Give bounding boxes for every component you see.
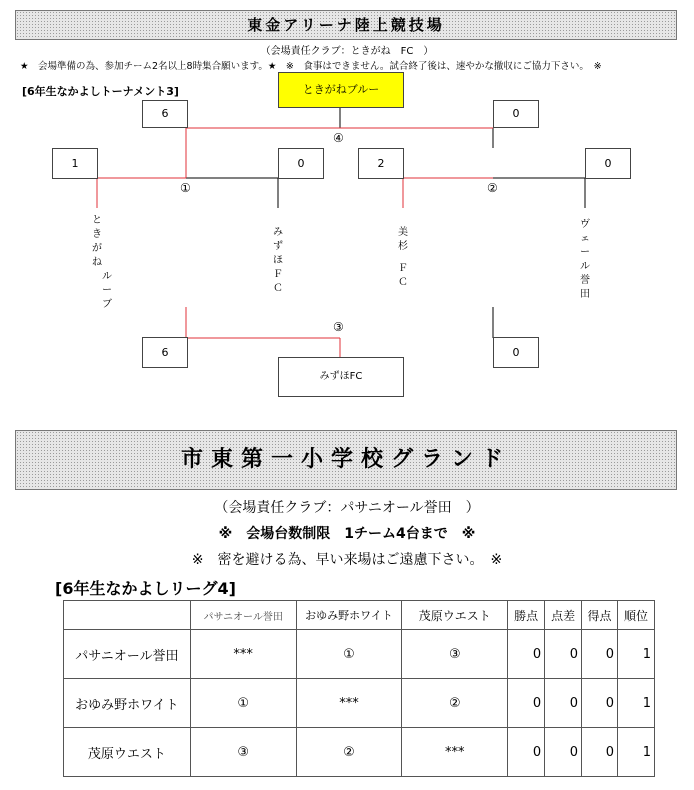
row-team: パサニオール誉田 [64,630,191,679]
stat-cell: 1 [618,679,655,728]
result-cell: ① [190,679,296,728]
result-cell: ② [296,728,402,777]
table-row [64,728,655,777]
stat-cell: 0 [582,630,618,679]
result-cell: ② [402,679,508,728]
final-left-score: 6 [142,100,188,128]
stat-cell: 0 [582,679,618,728]
league-title: [6年生なかよしリーグ4] [55,579,236,598]
responsible-club: （会場責任クラブ：ときがね FC ） [260,46,434,57]
league-notice-2: ※ 密を避ける為、早い来場はご遠慮下さい。 ※ [191,552,503,568]
table-row [64,679,655,728]
league-responsible-club: （会場責任クラブ：パサニオール誉田 ） [214,500,480,516]
stat-cell: 0 [582,728,618,777]
stat-header-diff: 点差 [545,601,582,630]
result-cell: *** [190,630,296,679]
corner-cell [64,601,191,630]
stat-header-rank: 順位 [618,601,655,630]
stat-cell: 1 [618,728,655,777]
stat-cell: 0 [508,630,545,679]
team-name-3a: 美杉 [398,227,408,252]
team-name-3b: ＦＣ [398,263,408,288]
match-label-2: ② [487,181,498,195]
match-label-1: ① [180,181,191,195]
stat-header-points: 勝点 [508,601,545,630]
team-name-1a: ときがね [92,215,102,268]
table-row [64,630,655,679]
col-header-1: パサニオール誉田 [190,601,296,630]
tournament-title: [6年生なかよしトーナメント3] [22,85,179,98]
third-place-box: みずほFC [278,357,404,397]
result-cell: ③ [190,728,296,777]
stat-cell: 1 [618,630,655,679]
stat-cell: 0 [508,728,545,777]
row-team: 茂原ウエスト [64,728,191,777]
team-name-2: みずほＦＣ [273,227,283,294]
stat-header-goals: 得点 [582,601,618,630]
row-team: おゆみ野ホワイト [64,679,191,728]
stat-cell: 0 [545,679,582,728]
result-cell: *** [296,679,402,728]
col-header-3: 茂原ウエスト [402,601,508,630]
col-header-2: おゆみ野ホワイト [296,601,402,630]
league-notice-1: ※ 会場台数制限 1チーム4台まで ※ [218,526,476,542]
team-name-4: ヴェール誉田 [580,219,590,300]
m1-right-score: 0 [278,148,324,179]
third-left-score: 6 [142,337,188,368]
final-right-score: 0 [493,100,539,128]
league-table [63,600,655,777]
stat-cell: 0 [508,679,545,728]
league-venue-banner [15,430,677,490]
venue-notice: ★ 会場準備の為、参加チーム2名以上8時集合願います。★ ※ 食事はできません。試合終了後は、速やかな撤収にご協力下さい。 ※ [20,61,602,72]
team-name-1b: ルーブ [102,271,112,310]
match-label-4: ④ [333,131,344,145]
league-venue-title: 市東第一小学校グランド [180,447,511,472]
match-label-3: ③ [333,320,344,334]
winner-box: ときがねブルー [278,72,404,108]
m1-left-score: 1 [52,148,98,179]
m2-left-score: 2 [358,148,404,179]
stat-cell: 0 [545,630,582,679]
league-header-row [64,601,655,630]
stat-cell: 0 [545,728,582,777]
result-cell: ① [296,630,402,679]
result-cell: *** [402,728,508,777]
third-right-score: 0 [493,337,539,368]
result-cell: ③ [402,630,508,679]
venue-title: 東金アリーナ陸上競技場 [247,16,445,34]
m2-right-score: 0 [585,148,631,179]
